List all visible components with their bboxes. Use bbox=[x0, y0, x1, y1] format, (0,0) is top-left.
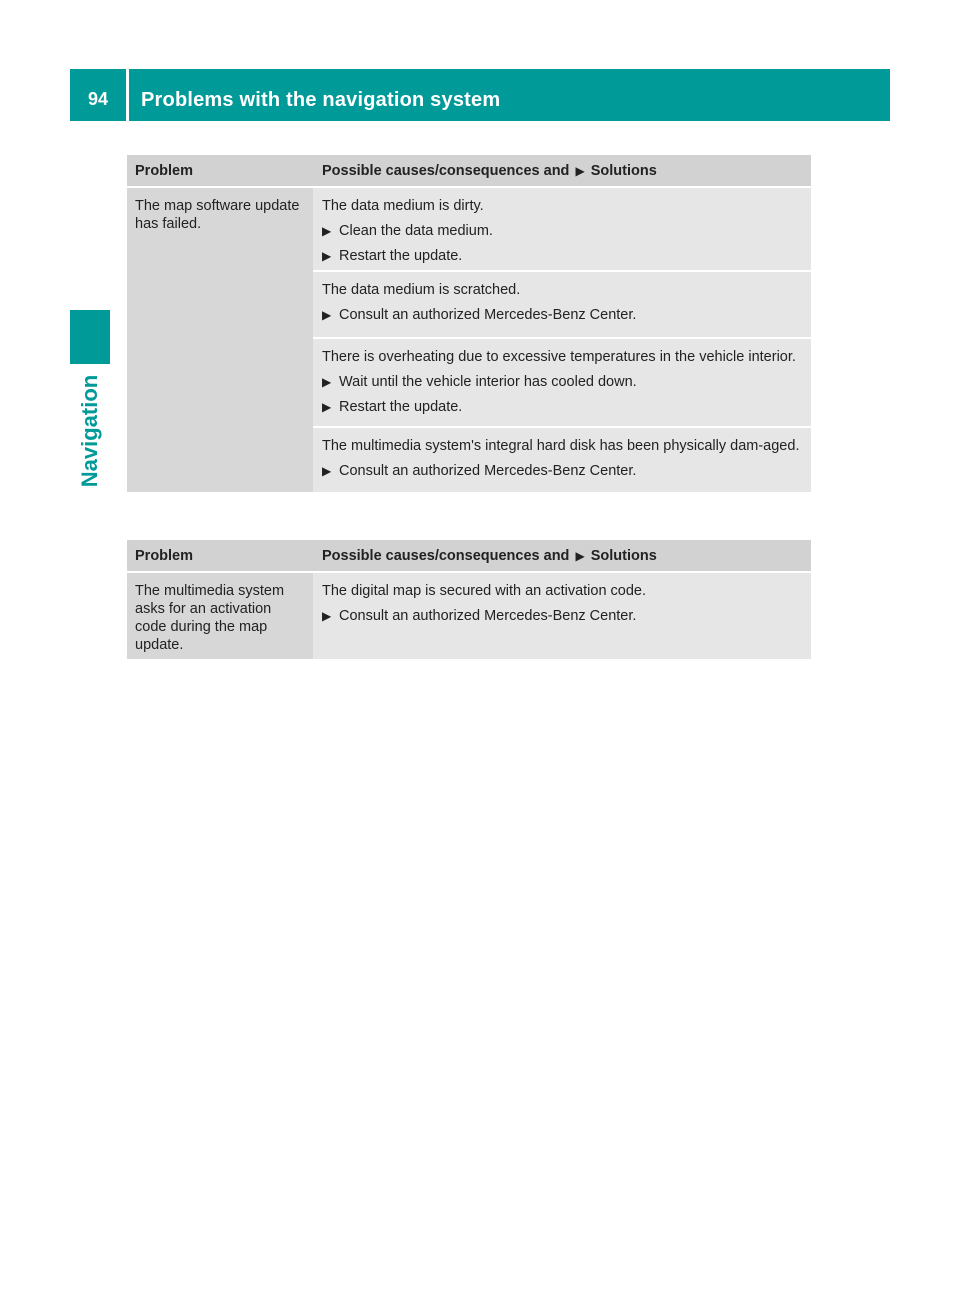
play-arrow-icon: ▶ bbox=[322, 224, 332, 238]
play-arrow-icon: ▶ bbox=[575, 164, 585, 178]
header-divider bbox=[126, 69, 129, 121]
cause-cell bbox=[313, 188, 811, 270]
section-side-label bbox=[70, 366, 110, 496]
problem-cell: The multimedia system asks for an activation code during the map update. bbox=[127, 573, 313, 659]
problem-cell: The map software update has failed. bbox=[127, 188, 313, 492]
cause-cell bbox=[313, 270, 811, 337]
play-arrow-icon: ▶ bbox=[322, 374, 332, 389]
cause-text: The multimedia system's integral hard disk has been physically dam-aged. bbox=[322, 437, 800, 454]
cause-cell bbox=[313, 337, 811, 426]
play-arrow-icon: ▶ bbox=[322, 308, 332, 322]
solution-step bbox=[322, 247, 803, 265]
solutions-header-suffix: Solutions bbox=[590, 163, 657, 179]
troubleshooting-table-2 bbox=[127, 540, 811, 659]
play-arrow-icon: ▶ bbox=[322, 249, 332, 263]
page-title: Problems with the navigation system bbox=[141, 89, 501, 111]
solutions-header-prefix: Possible causes/consequences and bbox=[322, 163, 570, 179]
problem-column-header: Problem bbox=[127, 540, 313, 571]
solutions-header-prefix: Possible causes/consequences and bbox=[322, 548, 570, 564]
page-number: 94 bbox=[87, 89, 109, 109]
cause-text: There is overheating due to excessive temperatures in the vehicle interior. bbox=[322, 348, 796, 365]
table-header-row bbox=[127, 540, 811, 571]
cause-text: The digital map is secured with an activation code. bbox=[322, 583, 647, 599]
cause-text: The data medium is dirty. bbox=[322, 198, 484, 214]
solution-step bbox=[322, 462, 803, 480]
section-tab-marker bbox=[70, 310, 110, 364]
table-header-row bbox=[127, 155, 811, 186]
solution-step-text: Restart the update. bbox=[339, 398, 463, 415]
solution-step-text: Wait until the vehicle interior has cooled down. bbox=[339, 373, 637, 390]
solution-step bbox=[322, 373, 803, 391]
solution-step-text: Consult an authorized Mercedes-Benz Center. bbox=[339, 307, 637, 323]
solutions-stack bbox=[313, 188, 811, 492]
cause-text: The data medium is scratched. bbox=[322, 282, 521, 298]
solution-step-text: Consult an authorized Mercedes-Benz Center. bbox=[339, 608, 637, 624]
solution-step-text: Restart the update. bbox=[339, 248, 463, 264]
solutions-column-header bbox=[313, 540, 811, 571]
play-arrow-icon: ▶ bbox=[575, 549, 585, 563]
problem-column-header: Problem bbox=[127, 155, 313, 186]
table-row bbox=[127, 571, 811, 659]
troubleshooting-table-1 bbox=[127, 155, 811, 492]
page-header bbox=[70, 69, 890, 121]
play-arrow-icon: ▶ bbox=[322, 399, 332, 414]
solutions-column-header bbox=[313, 155, 811, 186]
solution-step-text: Clean the data medium. bbox=[339, 223, 493, 239]
table-row bbox=[127, 186, 811, 492]
cause-cell bbox=[313, 426, 811, 493]
solution-step bbox=[322, 607, 803, 625]
cause-cell bbox=[313, 573, 811, 659]
play-arrow-icon: ▶ bbox=[322, 609, 332, 623]
solutions-header-suffix: Solutions bbox=[590, 548, 657, 564]
play-arrow-icon: ▶ bbox=[322, 463, 332, 478]
solution-step bbox=[322, 306, 803, 324]
solution-step-text: Consult an authorized Mercedes-Benz Center. bbox=[339, 462, 637, 479]
solution-step bbox=[322, 398, 803, 416]
solution-step bbox=[322, 222, 803, 240]
section-label-text: Navigation bbox=[77, 374, 102, 488]
